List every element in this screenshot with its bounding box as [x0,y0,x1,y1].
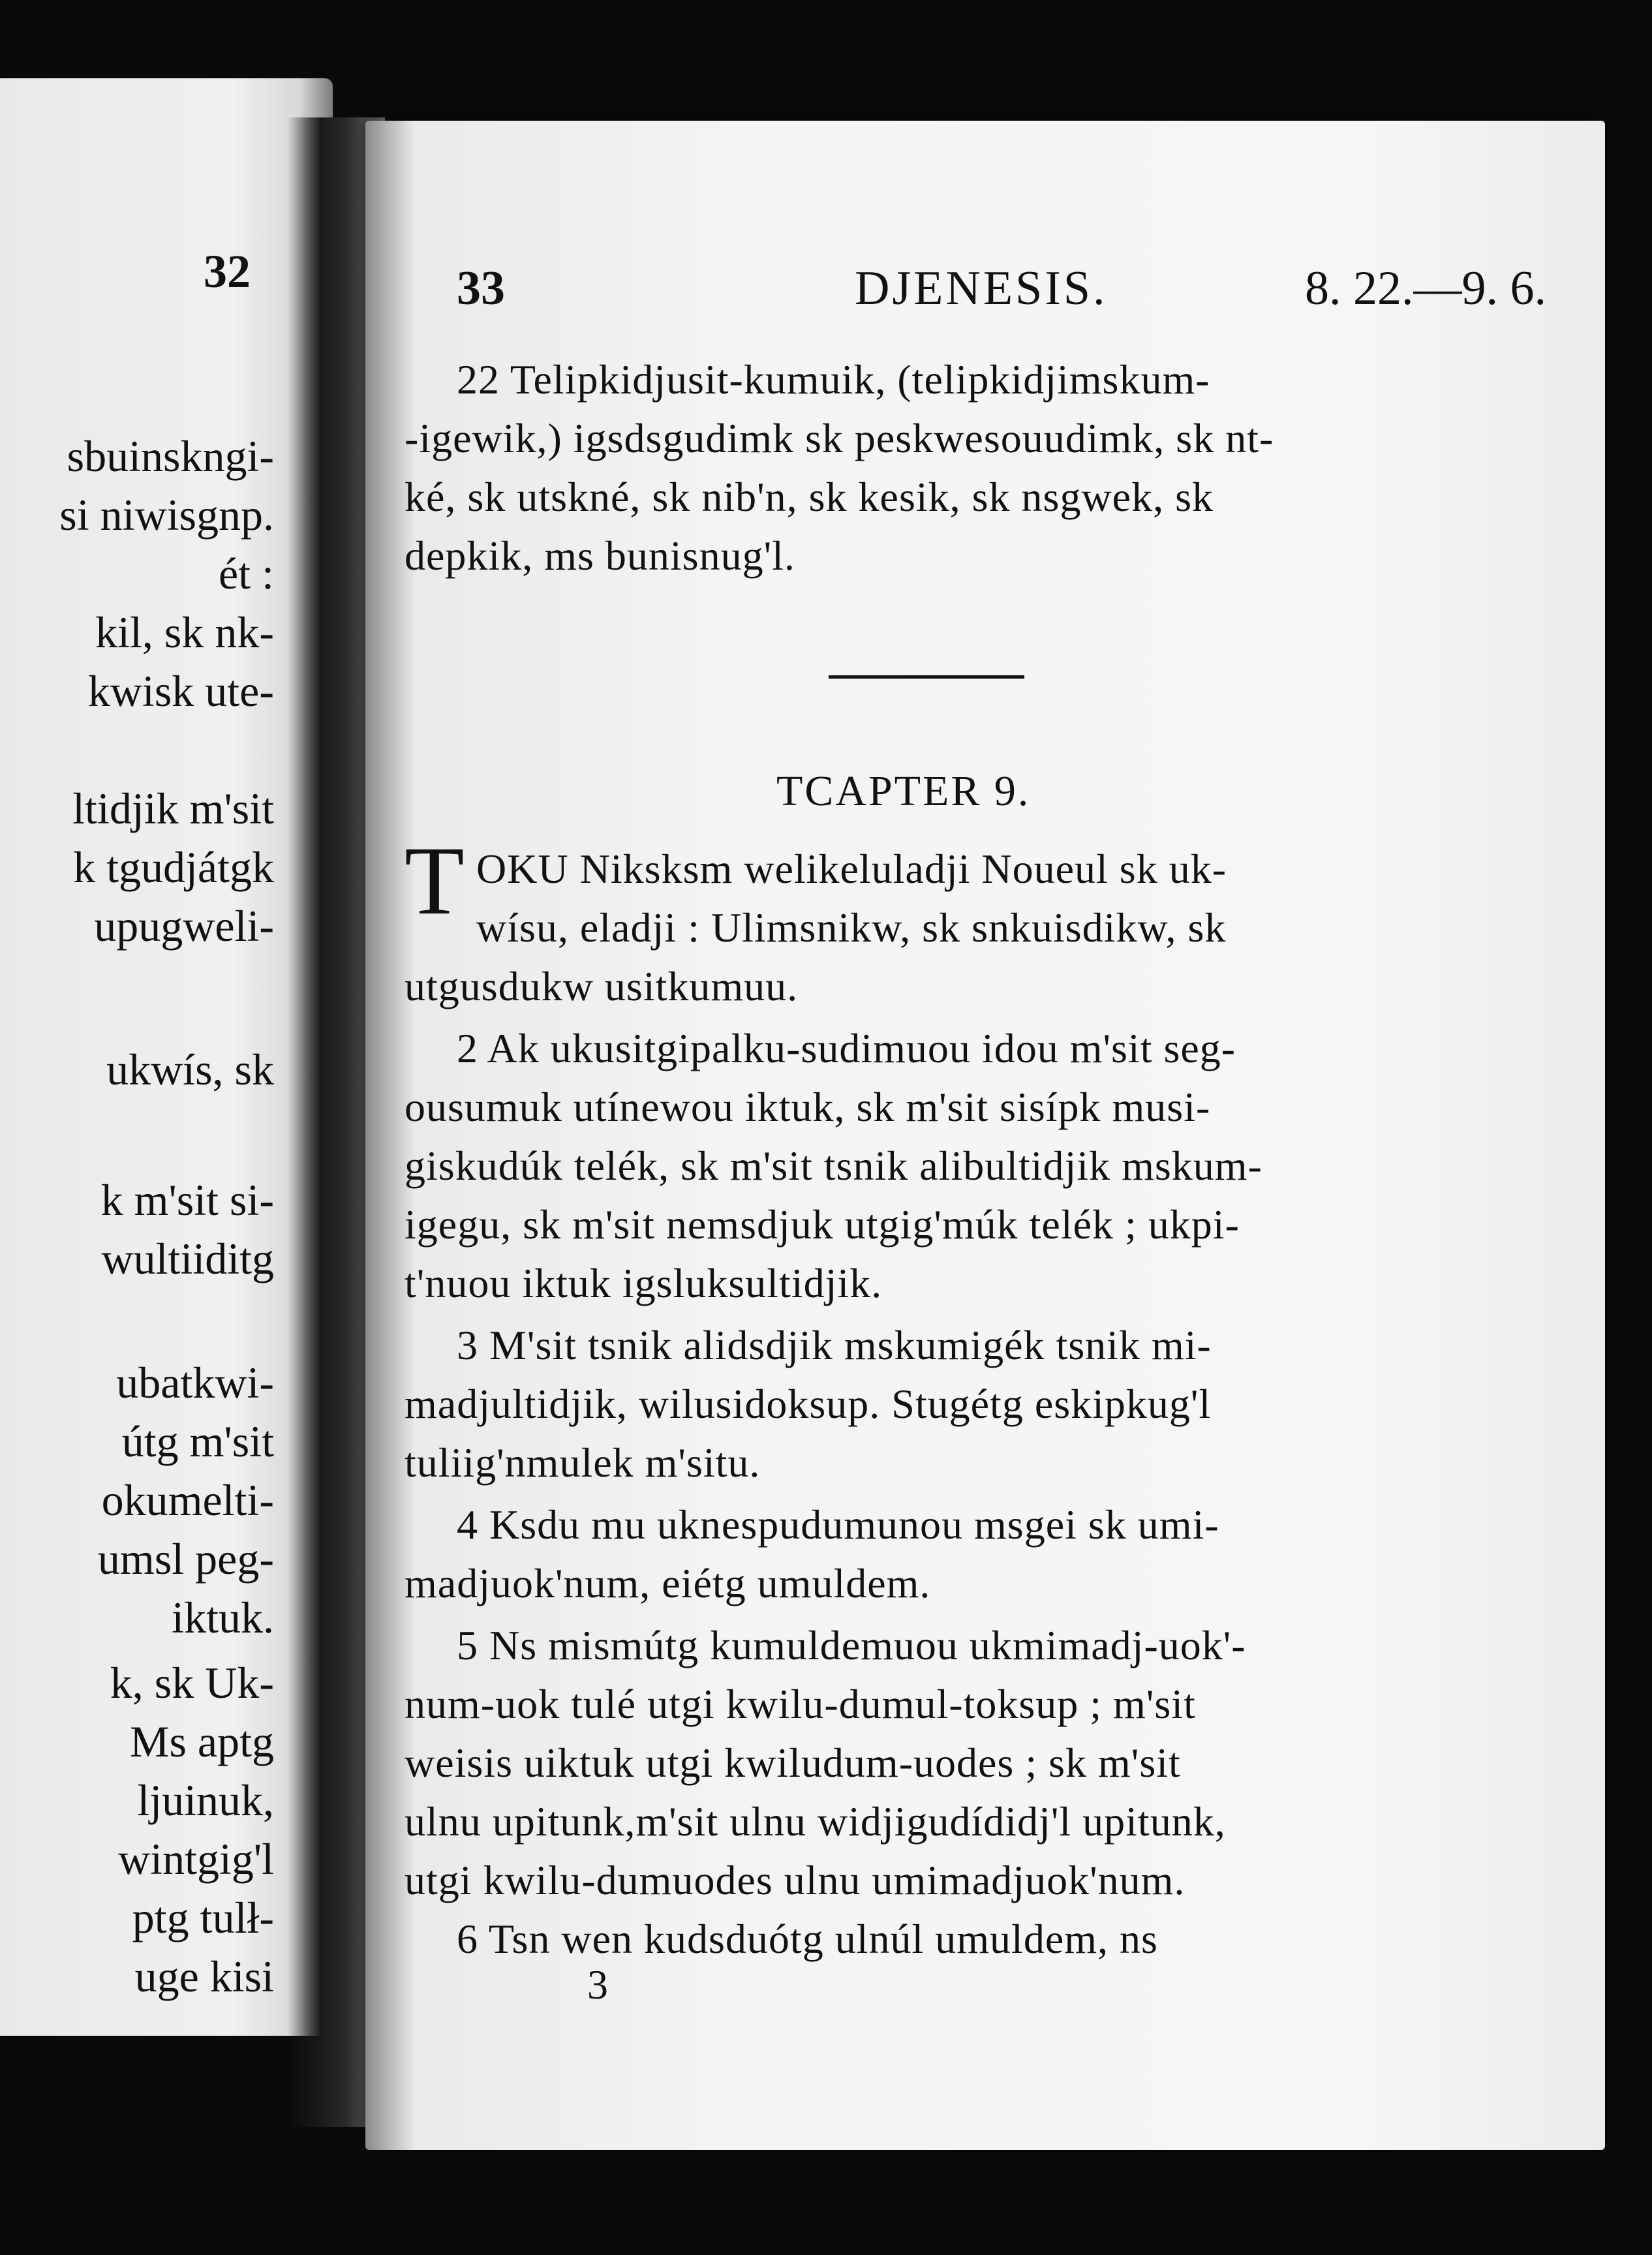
left-page-line: wintgig'l [118,1834,274,1884]
left-page-line: sbuinskngi- [67,431,274,481]
section-divider [829,675,1024,679]
verse-22-line: ké, sk utskné, sk nib'n, sk kesik, sk nsgwek, sk [405,474,1214,520]
left-page-line: kwisk ute- [87,666,274,716]
chapter-line: utgusdukw usitkumuu. [405,963,799,1009]
drop-cap: T [405,827,465,935]
verse-22-line: -igewik,) igsdsgudimk sk peskwesouudimk, sk nt- [405,415,1274,461]
book-title: DJENESIS. [855,262,1108,315]
chapter-line: ulnu upitunk,m'sit ulnu widjigudídidj'l upitunk, [405,1798,1226,1845]
left-page-line: ubatkwi- [116,1358,274,1407]
chapter-line: wísu, eladji : Ulimsnikw, sk snkuisdikw, sk [476,904,1227,951]
left-page-line: ukwís, sk [106,1045,274,1094]
verse-22-line: depkik, ms bunisnug'l. [405,532,795,579]
left-page-line: útg m'sit [121,1417,274,1466]
chapter-line: tuliig'nmulek m'situ. [405,1439,761,1486]
chapter-line: t'nuou iktuk igsluksultidjik. [405,1260,883,1306]
left-page-line: k tgudjátgk [73,842,274,892]
chapter-line: num-uok tulé utgi kwilu-dumul-toksup ; m'sit [405,1681,1196,1727]
chapter-line: madjuok'num, eiétg umuldem. [405,1560,931,1606]
right-page [365,121,1605,2150]
left-page-line: ét : [219,549,274,598]
chapter-line: weisis uiktuk utgi kwiludum-uodes ; sk m'sit [405,1740,1181,1786]
chapter-line: madjultidjik, wilusidoksup. Stugétg eskipkug'l [405,1381,1212,1427]
left-page-line: si niwisgnp. [59,490,274,540]
chapter-line: igegu, sk m'sit nemsdjuk utgig'múk telék ; ukpi- [405,1201,1240,1248]
chapter-line: 4 Ksdu mu uknespudumunou msgei sk umi- [457,1501,1219,1548]
verse-reference: 8. 22.—9. 6. [1305,262,1546,315]
chapter-line: utgi kwilu-dumuodes ulnu umimadjuok'num. [405,1857,1185,1903]
right-page-number: 33 [457,262,505,315]
left-page-line: upugweli- [94,901,274,951]
left-page-line: k m'sit si- [100,1175,274,1225]
left-page-line: k, sk Uk- [110,1658,274,1708]
left-page-line: umsl peg- [97,1534,274,1584]
left-page-line: kil, sk nk- [95,607,274,657]
left-page-line: ljuinuk, [137,1775,274,1825]
left-page-line: okumelti- [101,1475,274,1525]
chapter-line: 5 Ns mismútg kumuldemuou ukmimadj-uok'- [457,1622,1246,1668]
left-page [0,78,333,2036]
left-page-line: ltidjik m'sit [72,784,274,833]
left-page-line: uge kisi [134,1952,274,2001]
left-page-line: wultiiditg [101,1234,274,1283]
left-page-line: iktuk. [172,1593,274,1642]
verse-22-line: 22 Telipkidjusit-kumuik, (telipkidjimskum- [457,356,1210,403]
chapter-line: OKU Niksksm welikeluladji Noueul sk uk- [476,846,1227,892]
left-page-number: 32 [204,245,251,298]
chapter-line: 2 Ak ukusitgipalku-sudimuou idou m'sit seg- [457,1025,1236,1071]
chapter-heading: TCAPTER 9. [776,767,1031,815]
chapter-line: 6 Tsn wen kudsduótg ulnúl umuldem, ns [457,1916,1158,1962]
left-page-line: Ms aptg [130,1717,274,1766]
signature-mark: 3 [587,1961,608,2008]
running-head [411,261,1559,320]
chapter-line: giskudúk telék, sk m'sit tsnik alibultidjik mskum- [405,1143,1262,1189]
chapter-line: 3 M'sit tsnik alidsdjik mskumigék tsnik mi- [457,1322,1212,1368]
chapter-line: ousumuk utínewou iktuk, sk m'sit sisípk musi- [405,1084,1211,1130]
left-page-line: ptg tulł- [132,1893,274,1942]
